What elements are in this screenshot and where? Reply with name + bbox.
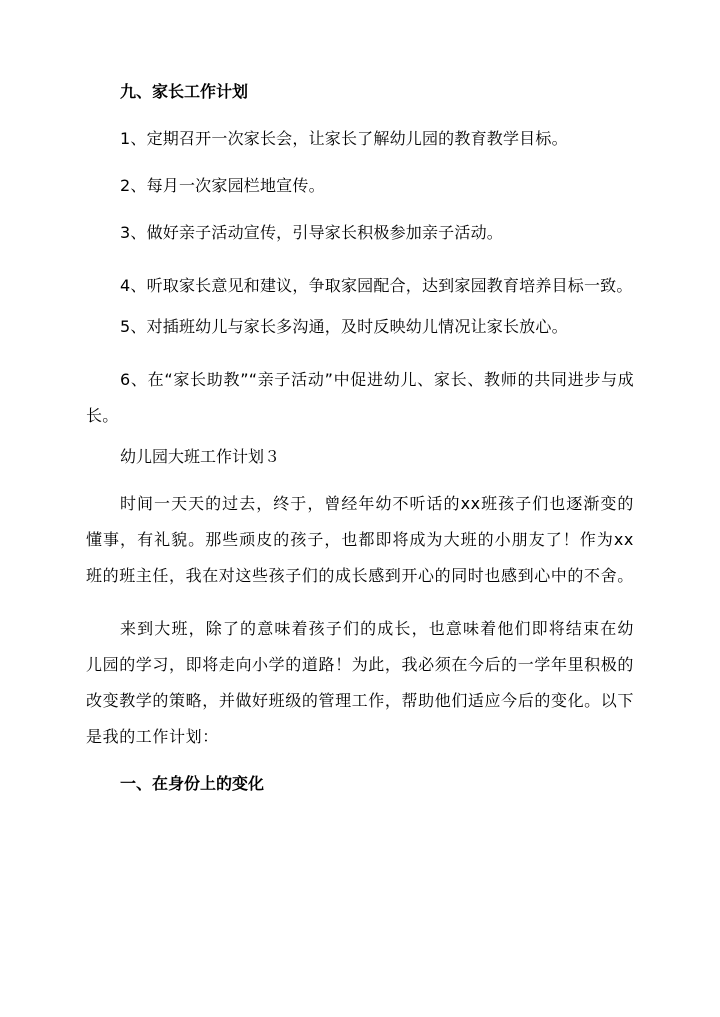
list-item: 3、做好亲子活动宣传，引导家长积极参加亲子活动。 [120,223,503,242]
list-item: 6、在“家长助教”“亲子活动”中促进幼儿、家长、教师的共同进步与成长。 [86,370,634,425]
list-item: 1、定期召开一次家长会，让家长了解幼儿园的教育教学目标。 [120,129,568,148]
list-item: 2、每月一次家园栏地宣传。 [120,176,325,195]
list-item: 4、听取家长意见和建议，争取家园配合，达到家园教育培养目标一致。 [120,276,633,295]
section-heading-identity-change: 一、在身份上的变化 [120,774,265,793]
body-paragraph: 来到大班，除了的意味着孩子们的成长，也意味着他们即将结束在幼儿园的学习，即将走向小学的道路！为此，我必须在今后的一学年里积极的改变教学的策略，并做好班级的管理工作，帮助他们适应今后的变化。以下是我的工作计划： [86,619,634,746]
list-item: 5、对插班幼儿与家长多沟通，及时反映幼儿情况让家长放心。 [120,317,568,336]
document-content [86,80,634,819]
plan-title: 幼儿园大班工作计划３ [120,447,281,466]
body-paragraph: 时间一天天的过去，终于，曾经年幼不听话的xx班孩子们也逐渐变的懂事，有礼貌。那些顽皮的孩子，也都即将成为大班的小朋友了！作为xx班的班主任，我在对这些孩子们的成长感到开心的同时也感到心中的不舍。 [86,494,634,585]
section-heading-family-work-plan: 九、家长工作计划 [120,82,249,101]
